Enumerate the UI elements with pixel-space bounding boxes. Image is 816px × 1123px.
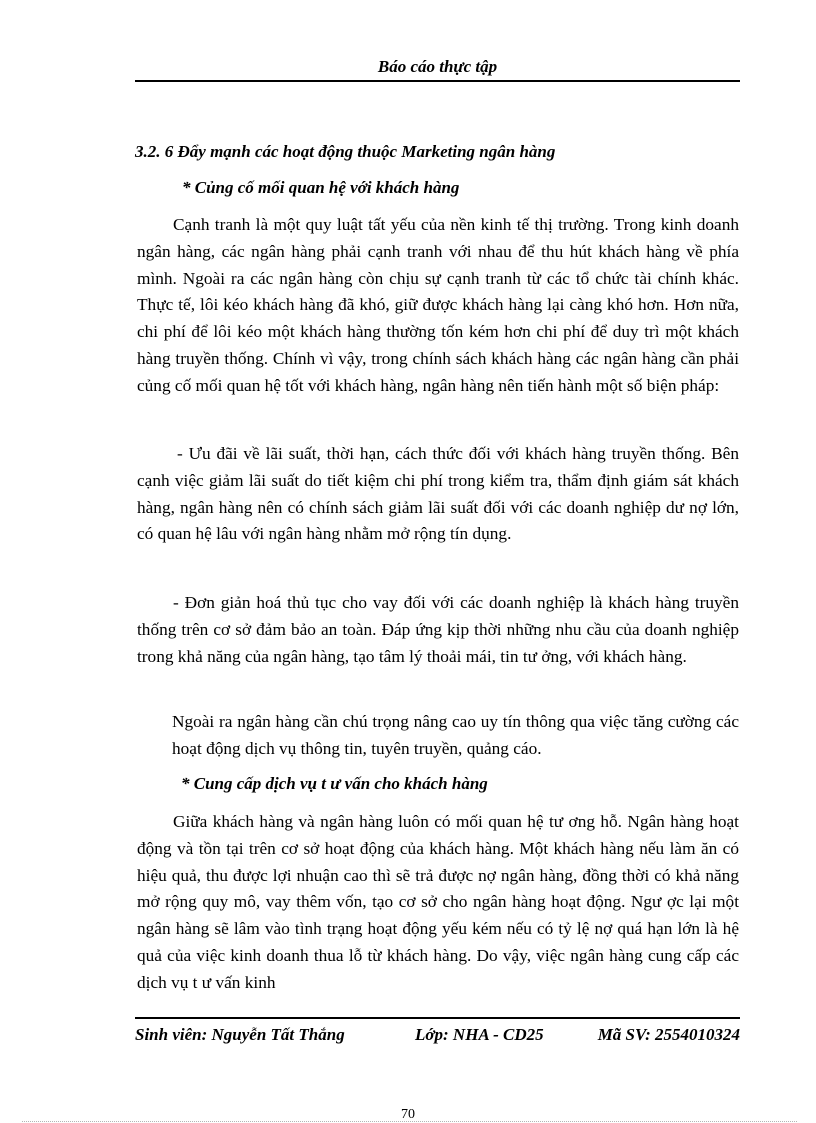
page-number: 70 xyxy=(401,1107,415,1122)
paragraph-interest-incentives: - Ưu đãi về lãi suất, thời hạn, cách thức đối với khách hàng truyền thống. Bên cạnh việc giảm lãi suất do tiết kiệm chi phí trong kiểm tra, thẩm định giám sát khách hàng, ngân hàng nên có chính sách giảm lãi suất đối với các doanh nghiệp dư nợ lớn, có quan hệ lâu với ngân hàng nhằm mở rộng tín dụng. xyxy=(137,444,739,544)
header-rule xyxy=(135,80,740,82)
section-heading: 3.2. 6 Đẩy mạnh các hoạt động thuộc Marketing ngân hàng xyxy=(135,142,556,161)
header-title: Báo cáo thực tập xyxy=(377,57,498,76)
paragraph-simplify-procedures: - Đơn giản hoá thủ tục cho vay đối với các doanh nghiệp là khách hàng truyền thống trên cơ sở đảm bảo an toàn. Đáp ứng kịp thời những nhu cầu của doanh nghiệp trong khả năng của ngân hàng, tạo tâm lý thoải mái, tin tư ởng, với khách hàng. xyxy=(137,593,739,666)
page-bottom-rule xyxy=(22,1121,797,1122)
subheading-customer-relations: * Củng cố mối quan hệ với khách hàng xyxy=(182,178,460,197)
footer-class: Lớp: NHA - CD25 xyxy=(415,1025,544,1044)
paragraph-reputation: Ngoài ra ngân hàng cần chú trọng nâng cao uy tín thông qua việc tăng cường các hoạt động dịch vụ thông tin, tuyên truyền, quảng cáo. xyxy=(172,712,739,758)
paragraph-competition: Cạnh tranh là một quy luật tất yếu của nền kinh tế thị trường. Trong kinh doanh ngân hàng, các ngân hàng phải cạnh tranh với nhau để thu hút khách hàng về phía mình. Ngoài ra các ngân hàng còn chịu sự cạnh tranh từ các tổ chức tài chính khác. Thực tế, lôi kéo khách hàng đã khó, giữ được khách hàng lại càng khó hơn. Hơn nữa, chi phí để lôi kéo một khách hàng thường tốn kém hơn chi phí để duy trì một khách hàng truyền thống. Chính vì vậy, trong chính sách khách hàng các ngân hàng cần phải củng cố mối quan hệ tốt với khách hàng, ngân hàng nên tiến hành một số biện pháp: xyxy=(137,215,739,395)
footer-rule xyxy=(135,1017,740,1019)
subheading-advisory-services: * Cung cấp dịch vụ t ư vấn cho khách hàng xyxy=(181,774,488,793)
paragraph-mutual-relationship: Giữa khách hàng và ngân hàng luôn có mối quan hệ tư ơng hỗ. Ngân hàng hoạt động và tồn tại trên cơ sở hoạt động của khách hàng. Một khách hàng nếu làm ăn có hiệu quả, thu được lợi nhuận cao thì sẽ trả được nợ ngân hàng, đồng thời có khả năng mở rộng quy mô, vay thêm vốn, tạo cơ sở cho ngân hàng hoạt động. Ngư ợc lại một ngân hàng sẽ lâm vào tình trạng hoạt động yếu kém nếu có tỷ lệ nợ quá hạn lớn là hệ quả của việc kinh doanh thua lỗ từ khách hàng. Do vậy, việc ngân hàng cung cấp các dịch vụ t ư vấn kinh xyxy=(137,812,739,992)
footer-student-name: Sinh viên: Nguyễn Tất Thắng xyxy=(135,1025,345,1044)
footer-student-id: Mã SV: 2554010324 xyxy=(597,1025,740,1044)
